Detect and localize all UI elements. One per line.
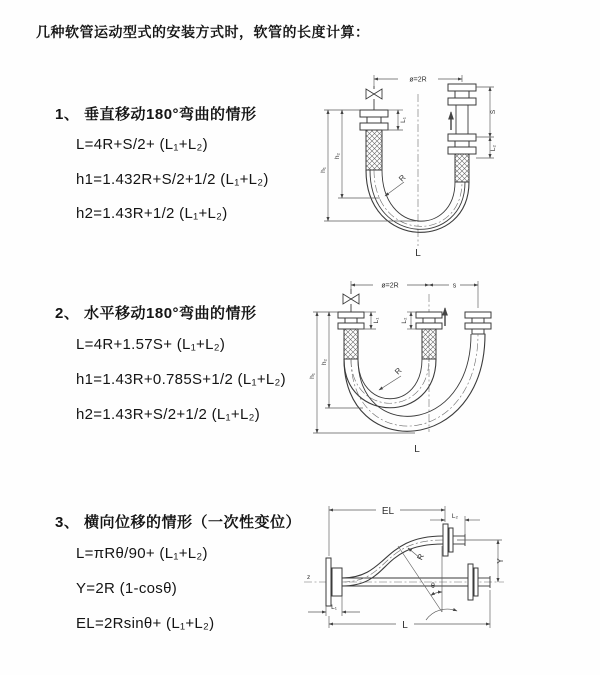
section-1-heading: 1、 垂直移动180°弯曲的情形 bbox=[55, 106, 257, 123]
formula-3-EL: EL=2Rsinθ+ (L₁+L₂) bbox=[76, 615, 215, 632]
left-flange bbox=[360, 110, 388, 130]
dim-label-el: EL bbox=[381, 506, 395, 517]
hose-curves bbox=[366, 170, 469, 232]
formula-1-L: L=4R+S/2+ (L₁+L₂) bbox=[76, 136, 208, 153]
middle-braided-section bbox=[422, 329, 436, 359]
left-braided-section bbox=[366, 130, 382, 170]
dim-label-l1: L₁ bbox=[400, 117, 407, 123]
dim-label-y: Y bbox=[496, 558, 505, 564]
angle-construction bbox=[398, 546, 457, 620]
dim-label-l2: L₂ bbox=[490, 144, 497, 152]
dim-label-radius: R bbox=[393, 366, 404, 377]
diagram-lateral-displacement bbox=[296, 494, 596, 656]
dimension-length bbox=[329, 590, 490, 631]
formula-3-L: L=πRθ/90+ (L₁+L₂) bbox=[76, 545, 208, 562]
page-title: 几种软管运动型式的安装方式时，软管的长度计算： bbox=[36, 24, 370, 40]
dimension-radius bbox=[379, 366, 404, 390]
dim-label-width: ø=2R bbox=[381, 282, 399, 290]
formula-2-L: L=4R+1.57S+ (L₁+L₂) bbox=[76, 336, 226, 353]
diagram-vertical-180 bbox=[312, 66, 592, 264]
dim-label-length: L bbox=[414, 444, 420, 455]
dimension-l2 bbox=[430, 513, 480, 534]
dim-label-length: L bbox=[415, 248, 421, 259]
dim-label-h1: h₁ bbox=[309, 373, 316, 379]
dim-label-radius: R bbox=[415, 552, 427, 562]
right-braided-section bbox=[455, 154, 469, 182]
dim-label-length: L bbox=[402, 620, 408, 631]
dimension-s bbox=[476, 87, 497, 137]
dim-label-s: S bbox=[490, 109, 497, 115]
diagram-horizontal-180 bbox=[303, 272, 593, 460]
middle-flange bbox=[416, 312, 442, 329]
dim-label-l1: L₁ bbox=[331, 604, 337, 611]
valve-icon bbox=[366, 86, 382, 110]
formula-1-h2: h2=1.43R+1/2 (L₁+L₂) bbox=[76, 205, 228, 222]
dimension-l1 bbox=[308, 596, 360, 616]
left-flange bbox=[326, 558, 342, 606]
dim-label-h2: h₂ bbox=[321, 358, 328, 366]
valve-icon bbox=[343, 289, 359, 312]
right-flange-mid bbox=[448, 134, 476, 154]
dim-label-radius: R bbox=[397, 173, 408, 184]
section-3-heading: 3、 横向位移的情形（一次性变位） bbox=[55, 514, 302, 531]
dimension-l2 bbox=[476, 137, 497, 158]
dimension-el bbox=[329, 506, 445, 556]
dim-label-l1: L₁ bbox=[373, 317, 380, 324]
formula-1-h1: h1=1.432R+S/2+1/2 (L₁+L₂) bbox=[76, 171, 269, 188]
dim-label-h2: h₂ bbox=[334, 152, 341, 160]
formula-2-h1: h1=1.43R+0.785S+1/2 (L₁+L₂) bbox=[76, 371, 286, 388]
axis-mark-label: z bbox=[307, 574, 311, 581]
right-pipe bbox=[456, 105, 468, 134]
formula-2-h2: h2=1.43R+S/2+1/2 (L₁+L₂) bbox=[76, 406, 261, 423]
hose-s-curve bbox=[342, 536, 443, 586]
hose-curves-displaced bbox=[344, 334, 485, 431]
dim-label-l2: L₂ bbox=[401, 317, 408, 324]
dim-label-l2: L₂ bbox=[451, 513, 459, 520]
formula-3-Y: Y=2R (1-cosθ) bbox=[76, 580, 178, 597]
angle-label: θ bbox=[431, 583, 435, 590]
left-braided-section bbox=[344, 329, 358, 359]
dimension-y bbox=[457, 540, 505, 582]
right-flange-top bbox=[448, 84, 476, 105]
dim-label-h1: h₁ bbox=[320, 167, 327, 173]
section-2-heading: 2、 水平移动180°弯曲的情形 bbox=[55, 305, 257, 322]
dimension-radius bbox=[385, 173, 408, 196]
dimension-stroke-s bbox=[429, 283, 478, 290]
dimension-width bbox=[351, 281, 478, 308]
left-flange bbox=[338, 312, 364, 329]
dim-label-width: ø=2R bbox=[409, 76, 427, 84]
dim-label-s: s bbox=[452, 282, 457, 290]
right-flange bbox=[465, 312, 491, 334]
dimension-radius bbox=[408, 548, 426, 561]
